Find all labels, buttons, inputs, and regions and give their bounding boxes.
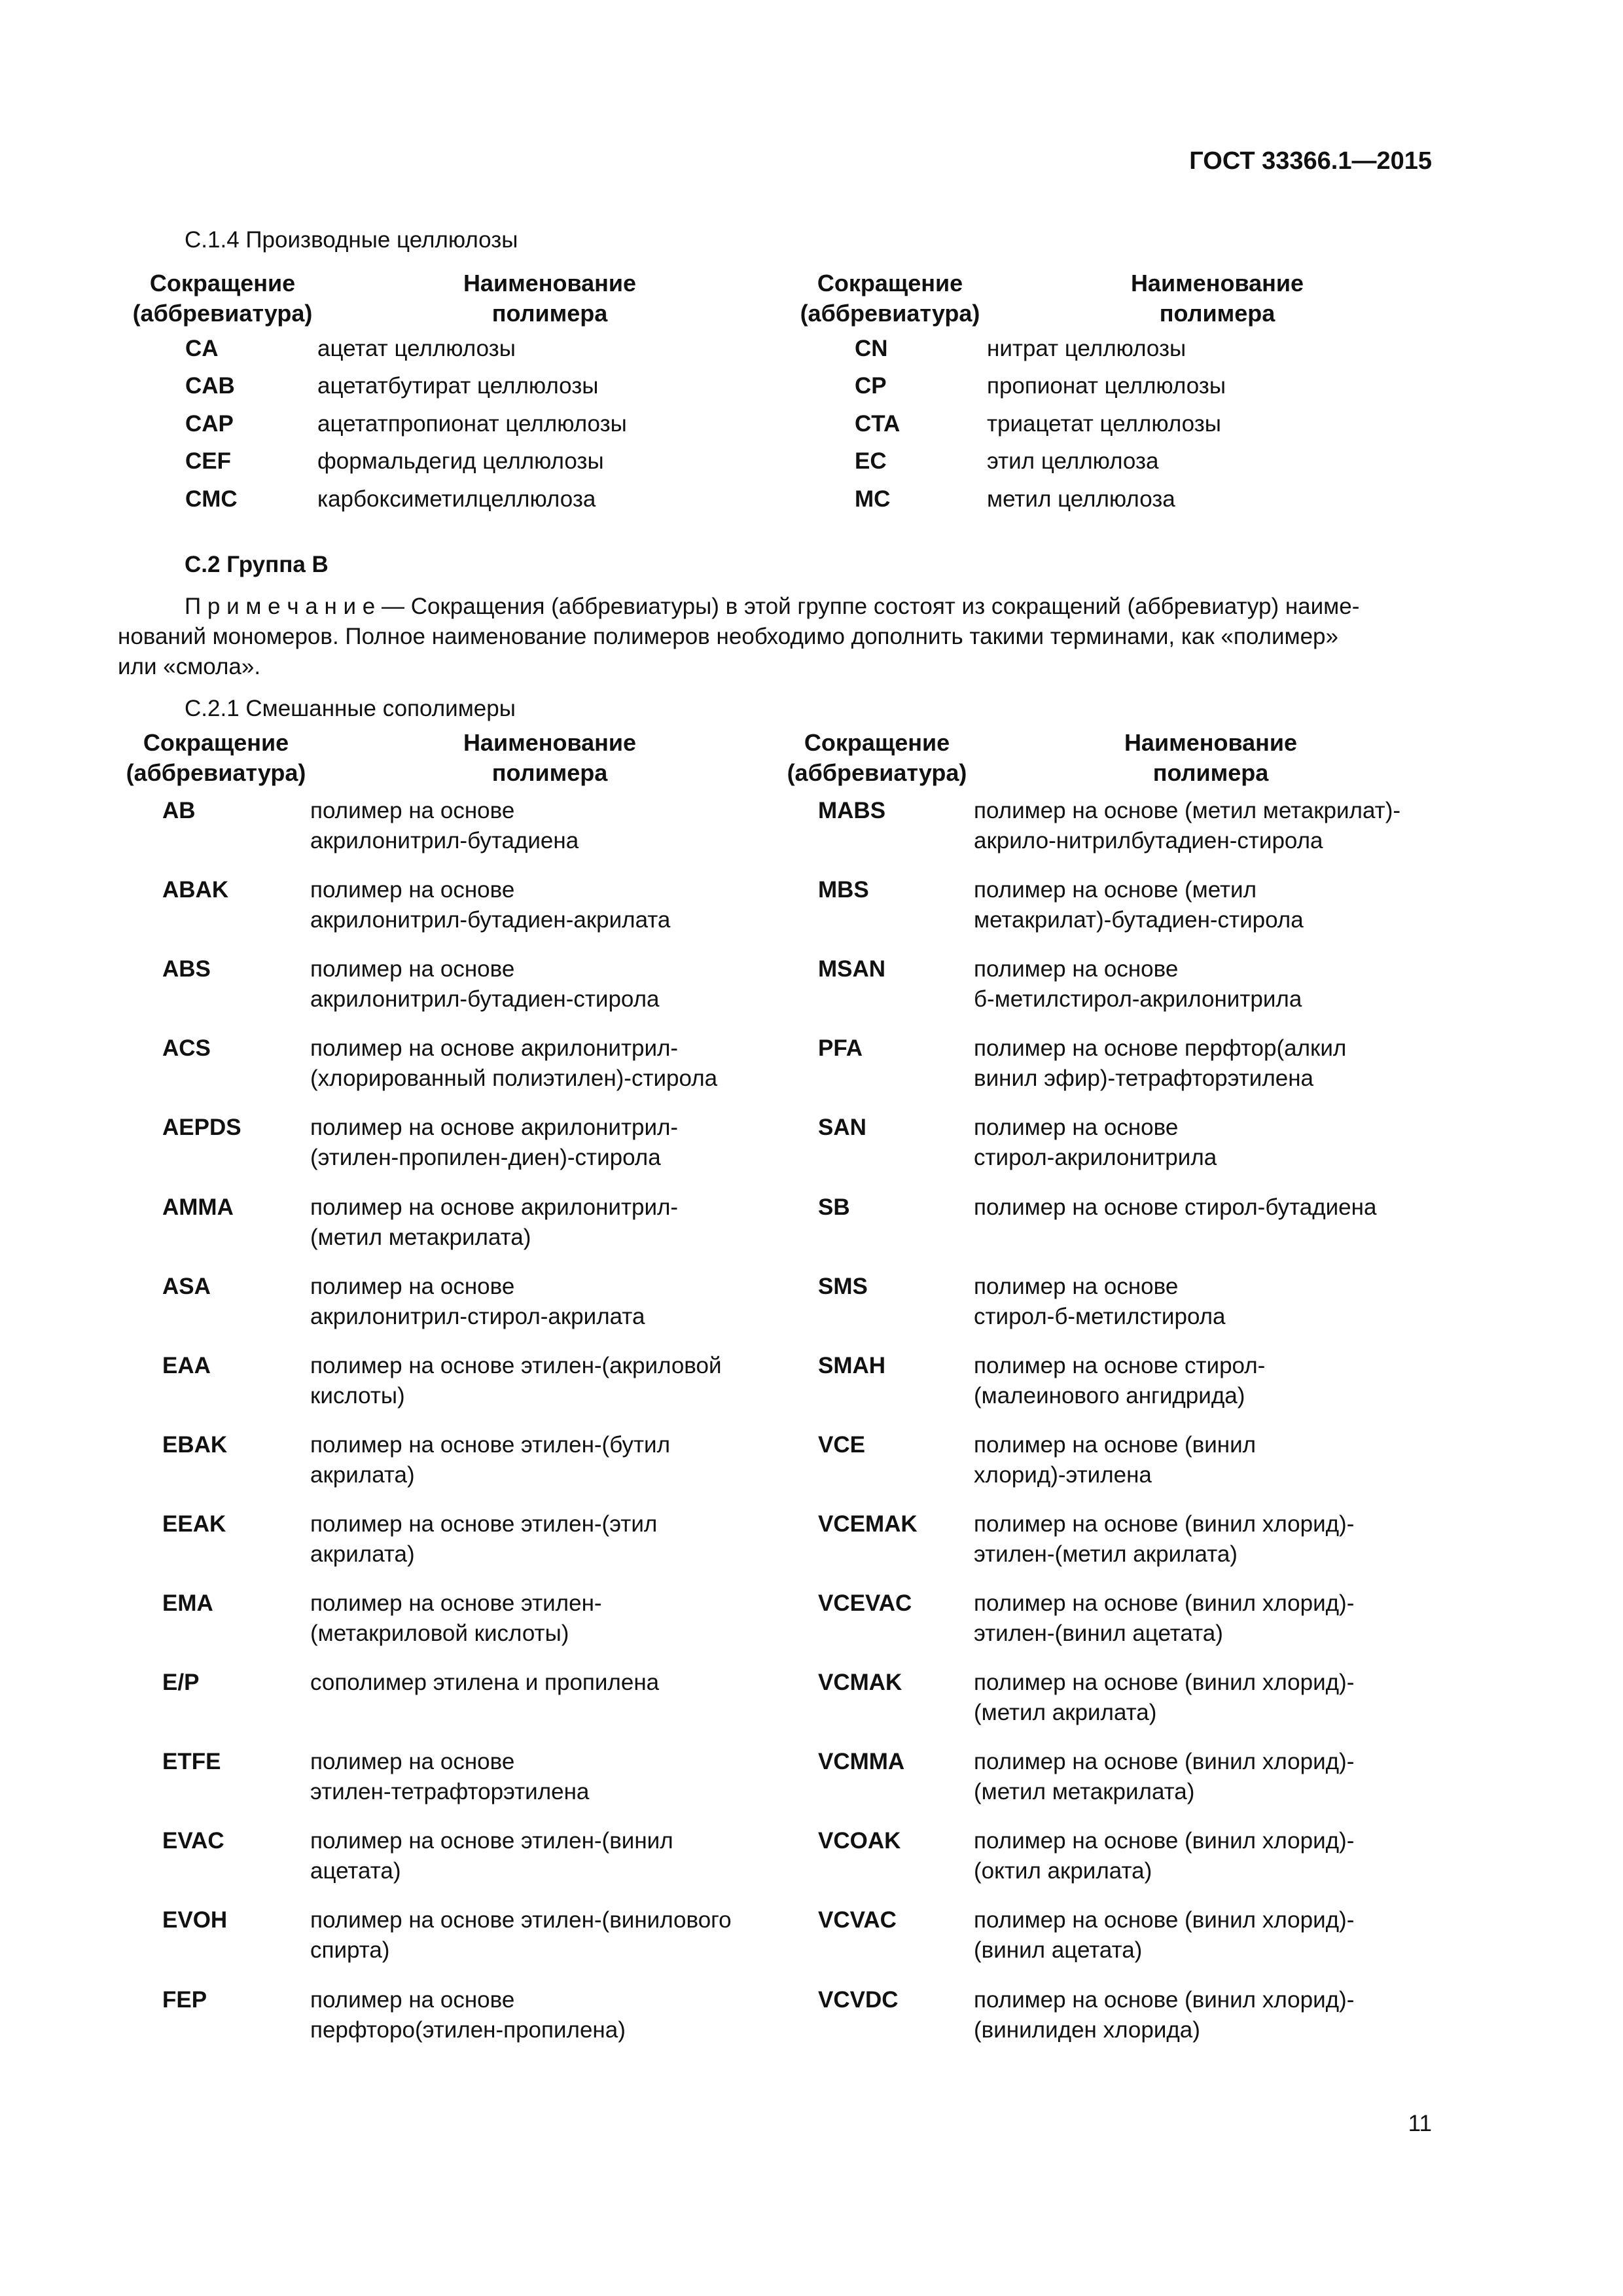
name-line-1: полимер на основе этилен-(винилового <box>310 1907 732 1933</box>
table-row <box>0 334 1623 364</box>
name-cell: этил целлюлоза <box>987 448 1159 475</box>
name-line-2: (этилен-пропилен-диен)-стирола <box>310 1145 661 1171</box>
table-row <box>0 1985 1623 2051</box>
table-row <box>0 1272 1623 1337</box>
abbr-cell: E/P <box>162 1670 200 1696</box>
header-line: Наименование <box>463 270 637 296</box>
abbr-cell: PFA <box>818 1035 863 1062</box>
table-row <box>0 1905 1623 1971</box>
name-line-1: полимер на основе <box>310 1749 515 1775</box>
name-cell: карбоксиметилцеллюлоза <box>317 486 596 512</box>
name-cell: метил целлюлоза <box>987 486 1175 512</box>
name-line-2: (метил акрилата) <box>974 1700 1157 1726</box>
abbr-cell: AMMA <box>162 1194 234 1220</box>
abbr-cell: SB <box>818 1194 850 1220</box>
abbr-cell: VCOAK <box>818 1828 901 1854</box>
abbr-cell: FEP <box>162 1986 207 2013</box>
name-line-2: акрилонитрил-бутадиена <box>310 828 579 853</box>
abbr-cell: VCEMAK <box>818 1511 918 1537</box>
name-line-1: полимер на основе <box>310 1273 515 1299</box>
name-line-2: спирта) <box>310 1937 390 1964</box>
note-line-2: нований мономеров. Полное наименование полимеров необходимо дополнить такими терминами, как «полимер» <box>118 624 1338 649</box>
abbr-cell: CTA <box>855 410 901 437</box>
table-row <box>0 484 1623 514</box>
abbr-cell: CP <box>855 373 887 399</box>
abbr-cell: MC <box>855 486 891 512</box>
table-row <box>0 1509 1623 1575</box>
name-line-2: акрило-нитрилбутадиен-стирола <box>974 828 1323 853</box>
name-cell: пропионат целлюлозы <box>987 373 1226 399</box>
table-row <box>0 1351 1623 1416</box>
name-line-2: (хлорированный полиэтилен)-стирола <box>310 1066 718 1092</box>
name-line-2: (октил акрилата) <box>974 1858 1152 1884</box>
c21-left-name-header <box>380 728 720 788</box>
abbr-cell: ACS <box>162 1035 211 1062</box>
table-row <box>0 796 1623 861</box>
name-line-2: перфторо(этилен-пропилена) <box>310 2017 626 2043</box>
name-line-2: метакрилат)-бутадиен-стирола <box>974 907 1304 933</box>
document-code-header: ГОСТ 33366.1—2015 <box>1189 147 1432 175</box>
abbr-cell: VCMAK <box>818 1670 902 1696</box>
name-line-2: (винил ацетата) <box>974 1937 1143 1964</box>
name-cell: ацетатпропионат целлюлозы <box>317 410 627 437</box>
name-line-1: полимер на основе <box>974 1273 1179 1299</box>
name-line-1: полимер на основе (метил <box>974 877 1257 903</box>
abbr-cell: EBAK <box>162 1431 228 1458</box>
header-line: полимера <box>1152 759 1269 786</box>
name-line-1: полимер на основе (винил хлорид)- <box>974 1670 1355 1696</box>
name-line-2: акрилата) <box>310 1541 415 1567</box>
abbr-cell: CAB <box>185 373 235 399</box>
abbr-cell: ASA <box>162 1273 211 1299</box>
name-line-1: полимер на основе (винил хлорид)- <box>974 1907 1355 1933</box>
name-line-2: стирол-б-метилстирола <box>974 1303 1226 1329</box>
header-line: полимера <box>1159 300 1275 327</box>
name-line-1: полимер на основе стирол- <box>974 1352 1266 1378</box>
abbr-cell: ETFE <box>162 1749 221 1775</box>
name-line-1: полимер на основе перфтор(алкил <box>974 1035 1347 1062</box>
name-line-1: полимер на основе (винил хлорид)- <box>974 1590 1355 1616</box>
abbr-cell: EVOH <box>162 1907 228 1933</box>
abbr-cell: SMAH <box>818 1352 886 1378</box>
abbr-cell: EAA <box>162 1352 211 1378</box>
name-line-2: акрилонитрил-стирол-акрилата <box>310 1303 645 1329</box>
name-line-2: акрилонитрил-бутадиен-стирола <box>310 986 660 1013</box>
table-row <box>0 1193 1623 1258</box>
c14-left-abbr-header <box>105 268 340 329</box>
abbr-cell: CEF <box>185 448 231 475</box>
name-line-2: этилен-(метил акрилата) <box>974 1541 1238 1567</box>
name-line-1: полимер на основе (винил хлорид)- <box>974 1828 1355 1854</box>
abbr-cell: MSAN <box>818 956 886 982</box>
table-row <box>0 446 1623 476</box>
name-cell: триацетат целлюлозы <box>987 410 1221 437</box>
name-line-2: хлорид)-этилена <box>974 1462 1152 1488</box>
name-line-1: сополимер этилена и пропилена <box>310 1670 660 1696</box>
name-line-1: полимер на основе (винил хлорид)- <box>974 1511 1355 1537</box>
name-line-2: (метил метакрилата) <box>310 1224 531 1250</box>
table-row <box>0 371 1623 401</box>
table-row <box>0 1588 1623 1654</box>
name-line-1: полимер на основе (винил <box>974 1431 1257 1458</box>
note-label: П р и м е ч а н и е <box>185 594 376 619</box>
name-line-1: полимер на основе <box>310 798 515 823</box>
name-line-2: (метакриловой кислоты) <box>310 1621 569 1646</box>
name-line-1: полимер на основе этилен-(бутил <box>310 1431 670 1458</box>
abbr-cell: AB <box>162 798 196 823</box>
c14-right-abbr-header <box>772 268 1008 329</box>
header-line: Сокращение <box>143 729 289 756</box>
abbr-cell: VCE <box>818 1431 865 1458</box>
c14-left-name-header <box>380 268 720 329</box>
abbr-cell: SMS <box>818 1273 868 1299</box>
table-row <box>0 1826 1623 1892</box>
name-line-2: винил эфир)-тетрафторэтилена <box>974 1066 1314 1092</box>
name-line-1: полимер на основе <box>974 956 1179 982</box>
abbr-cell: EC <box>855 448 887 475</box>
note-line-3: или «смола». <box>118 654 261 679</box>
abbr-cell: ABS <box>162 956 211 982</box>
table-row <box>0 409 1623 439</box>
note-text: — Сокращения (аббревиатуры) в этой группе состоят из сокращений (аббревиатур) наиме- <box>382 594 1360 619</box>
name-line-1: полимер на основе <box>310 1986 515 2013</box>
header-line: (аббревиатура) <box>800 300 980 327</box>
abbr-cell: VCVAC <box>818 1907 897 1933</box>
name-line-2: этилен-(винил ацетата) <box>974 1621 1223 1646</box>
abbr-cell: EVAC <box>162 1828 224 1854</box>
section-c2-title: С.2 Группа В <box>185 552 329 577</box>
name-line-2: ацетата) <box>310 1858 401 1884</box>
name-line-1: полимер на основе этилен-(этил <box>310 1511 658 1537</box>
name-line-1: полимер на основе акрилонитрил- <box>310 1194 679 1220</box>
note-line-1 <box>185 592 1359 622</box>
header-line: Сокращение <box>804 729 950 756</box>
header-line: Сокращение <box>149 270 296 296</box>
name-line-1: полимер на основе этилен- <box>310 1590 602 1616</box>
name-line-1: полимер на основе <box>974 1115 1179 1141</box>
name-line-1: полимер на основе акрилонитрил- <box>310 1115 679 1141</box>
c14-right-name-header <box>1047 268 1387 329</box>
header-line: (аббревиатура) <box>126 759 306 786</box>
header-line: (аббревиатура) <box>787 759 967 786</box>
name-cell: формальдегид целлюлозы <box>317 448 604 475</box>
name-line-1: полимер на основе (винил хлорид)- <box>974 1986 1355 2013</box>
name-line-2: акрилонитрил-бутадиен-акрилата <box>310 907 671 933</box>
name-line-2: этилен-тетрафторэтилена <box>310 1779 590 1805</box>
table-row <box>0 954 1623 1020</box>
abbr-cell: MBS <box>818 877 869 903</box>
table-row <box>0 1033 1623 1099</box>
header-line: полимера <box>491 300 608 327</box>
name-line-1: полимер на основе <box>310 956 515 982</box>
abbr-cell: VCVDC <box>818 1986 899 2013</box>
abbr-cell: VCEVAC <box>818 1590 912 1616</box>
header-line: полимера <box>491 759 608 786</box>
name-line-2: акрилата) <box>310 1462 415 1488</box>
abbr-cell: CMC <box>185 486 238 512</box>
abbr-cell: SAN <box>818 1115 866 1141</box>
abbr-cell: VCMMA <box>818 1749 905 1775</box>
c21-right-name-header <box>1041 728 1381 788</box>
abbr-cell: CAP <box>185 410 234 437</box>
section-c14-title: С.1.4 Производные целлюлозы <box>185 227 518 253</box>
page-number: 11 <box>1408 2111 1432 2136</box>
header-line: Сокращение <box>817 270 963 296</box>
header-line: Наименование <box>463 729 637 756</box>
name-line-1: полимер на основе (метил метакрилат)- <box>974 798 1401 823</box>
section-c21-title: С.2.1 Смешанные сополимеры <box>185 696 516 721</box>
table-row <box>0 1668 1623 1733</box>
table-row <box>0 875 1623 941</box>
table-row <box>0 1747 1623 1812</box>
header-line: Наименование <box>1124 729 1298 756</box>
name-line-2: (винилиден хлорида) <box>974 2017 1200 2043</box>
name-cell: ацетат целлюлозы <box>317 336 516 361</box>
abbr-cell: EEAK <box>162 1511 226 1537</box>
name-line-1: полимер на основе акрилонитрил- <box>310 1035 679 1062</box>
name-line-2: стирол-акрилонитрила <box>974 1145 1217 1171</box>
name-line-2: кислоты) <box>310 1382 405 1408</box>
header-line: (аббревиатура) <box>132 300 313 327</box>
name-line-1: полимер на основе этилен-(винил <box>310 1828 673 1854</box>
header-line: Наименование <box>1130 270 1304 296</box>
table-row <box>0 1430 1623 1496</box>
name-cell: ацетатбутират целлюлозы <box>317 373 599 399</box>
name-line-2: б-метилстирол-акрилонитрила <box>974 986 1302 1013</box>
table-row <box>0 1113 1623 1178</box>
abbr-cell: EMA <box>162 1590 213 1616</box>
abbr-cell: AEPDS <box>162 1115 241 1141</box>
abbr-cell: CN <box>855 336 888 361</box>
name-line-2: (метил метакрилата) <box>974 1779 1195 1805</box>
name-line-1: полимер на основе <box>310 877 515 903</box>
name-cell: нитрат целлюлозы <box>987 336 1186 361</box>
name-line-2: (малеинового ангидрида) <box>974 1382 1245 1408</box>
abbr-cell: MABS <box>818 798 886 823</box>
abbr-cell: CA <box>185 336 219 361</box>
c21-right-abbr-header <box>759 728 995 788</box>
c21-left-abbr-header <box>98 728 334 788</box>
abbr-cell: ABAK <box>162 877 229 903</box>
name-line-1: полимер на основе этилен-(акриловой <box>310 1352 722 1378</box>
name-line-1: полимер на основе стирол-бутадиена <box>974 1194 1377 1220</box>
name-line-1: полимер на основе (винил хлорид)- <box>974 1749 1355 1775</box>
